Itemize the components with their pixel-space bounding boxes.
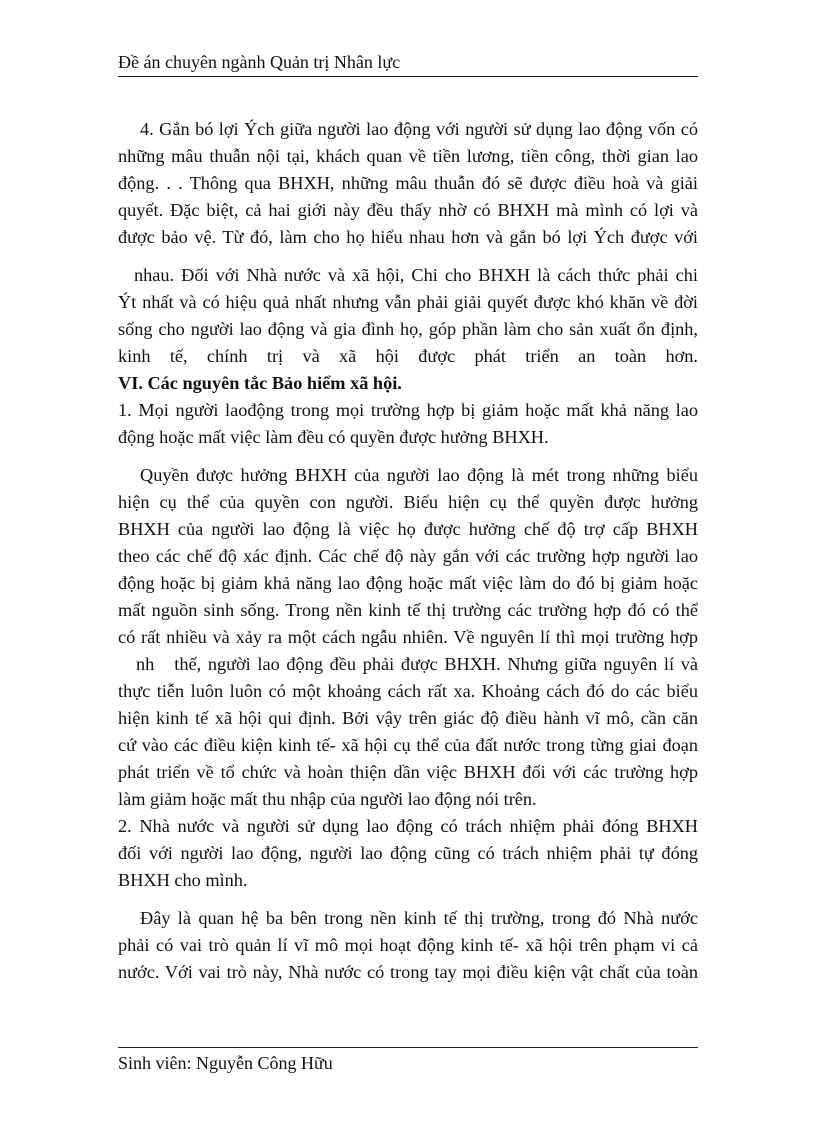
page-footer: Sinh viên: Nguyễn Công Hữu (118, 1053, 333, 1073)
text-line: động. . . Thông qua BHXH, những mâu thuẫn đó sẽ được điều hoà và giải (118, 173, 698, 193)
text-line: cứ vào các điều kiện kinh tế- xã hội cụ thể của đất nước trong từng giai đoạn (118, 735, 698, 755)
text-line: 2. Nhà nước và người sử dụng lao động có trách nhiệm phải đóng BHXH (118, 816, 698, 836)
text-line: sống cho người lao động và gia đình họ, góp phần làm cho sản xuất ổn định, (118, 319, 698, 339)
text-line: mất nguồn sinh sống. Trong nền kinh tế thị trường các trường hợp đó có thể (118, 600, 698, 620)
paragraph-gap (118, 894, 698, 905)
text-line: phát triển về tổ chức và hoàn thiện dần việc BHXH đối với các trường hợp (118, 762, 698, 782)
text-line: 4. Gắn bó lợi Ých giữa người lao động với người sử dụng lao động vốn có (140, 119, 698, 139)
text-line: thực tiễn luôn luôn có một khoảng cách rất xa. Khoảng cách đó do các biểu (118, 681, 698, 701)
text-line: quyết. Đặc biệt, cả hai giới này đều thấy nhờ có BHXH mà mình có lợi và (118, 200, 698, 220)
text-line: Quyền được hưởng BHXH của người lao động là mét trong những biểu (140, 465, 698, 485)
text-line: kinh tế, chính trị và xã hội được phát triển an toàn hơn. (118, 346, 698, 366)
text-line: hiện cụ thể của quyền con người. Biểu hiện cụ thể quyền được hưởng (118, 492, 698, 512)
section-heading: VI. Các nguyên tắc Bảo hiểm xã hội. (118, 373, 402, 393)
text-line: động hoặc mất việc làm đều có quyền được hưởng BHXH. (118, 427, 549, 447)
text-line: phải có vai trò quản lí vĩ mô mọi hoạt động kinh tế- xã hội trên phạm vi cả (118, 935, 698, 955)
text-line: nước. Với vai trò này, Nhà nước có trong tay mọi điều kiện vật chất của toàn (118, 962, 698, 982)
text-line: Đây là quan hệ ba bên trong nền kinh tế thị trường, trong đó Nhà nước (140, 908, 698, 928)
text-line: động hoặc bị giảm khả năng lao động hoặc mất việc làm do đó bị giảm hoặc (118, 573, 698, 593)
text-line: được bảo vệ. Từ đó, làm cho họ hiểu nhau hơn và gắn bó lợi Ých được với (118, 227, 698, 247)
text-line: làm giảm hoặc mất thu nhập của người lao động nói trên. (118, 789, 537, 809)
text-line: những mâu thuẫn nội tại, khách quan về tiền lương, tiền công, thời gian lao (118, 146, 698, 166)
text-line: BHXH của người lao động là việc họ được hưởng chế độ trợ cấp BHXH (118, 519, 698, 539)
text-line: nh thế, người lao động đều phải được BHXH. Nhưng giữa nguyên lí và (136, 654, 698, 674)
document-body (118, 116, 698, 986)
text-line: Ýt nhất và có hiệu quả nhất nhưng vẫn phải giải quyết được khó khăn về đời (118, 292, 698, 312)
text-line: theo các chế độ xác định. Các chế độ này gắn với các trường hợp người lao (118, 546, 698, 566)
paragraph-gap (118, 451, 698, 462)
paragraph-gap (118, 251, 698, 262)
text-line: BHXH cho mình. (118, 870, 248, 890)
page-header: Đề án chuyên ngành Quản trị Nhân lực (118, 52, 401, 72)
footer-divider (118, 1047, 698, 1048)
text-line: hiện kinh tế xã hội qui định. Bởi vậy trên giác độ điều hành vĩ mô, cần căn (118, 708, 698, 728)
text-line: có rất nhiều và xảy ra một cách ngẫu nhiên. Về nguyên lí thì mọi trường hợp (118, 627, 698, 647)
text-line: đối với người lao động, người lao động cũng có trách nhiệm phải tự đóng (118, 843, 698, 863)
header-divider (118, 76, 698, 77)
text-line: 1. Mọi người laođộng trong mọi trường hợp bị giảm hoặc mất khả năng lao (118, 400, 698, 420)
text-line: nhau. Đối với Nhà nước và xã hội, Chi cho BHXH là cách thức phải chi (134, 265, 698, 285)
